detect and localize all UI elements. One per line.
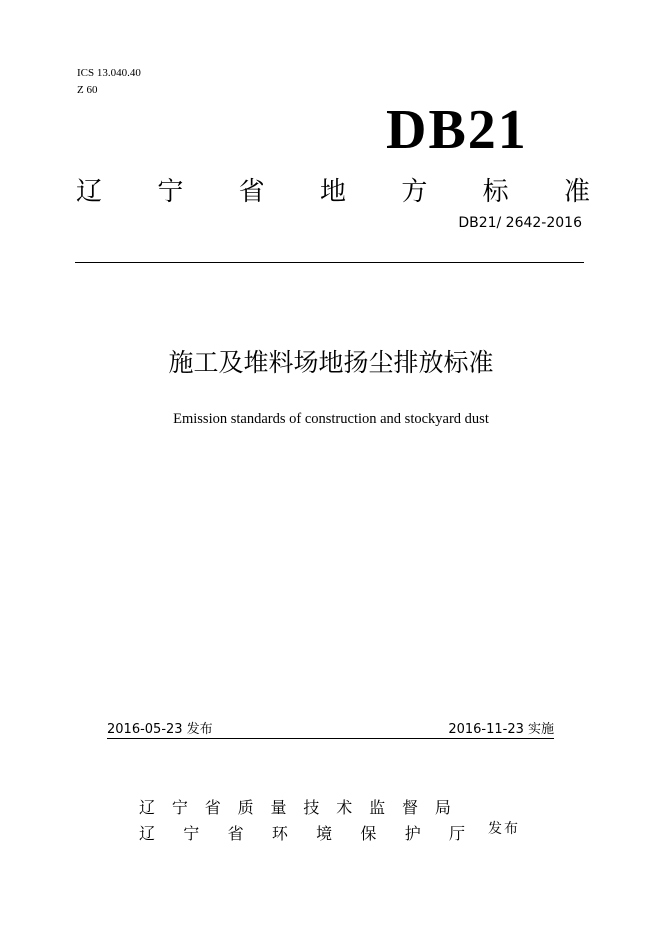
issuer-char: 督 [402, 798, 419, 817]
issuer-char: 保 [360, 824, 377, 843]
issuer-char: 护 [404, 824, 421, 843]
issuer-char: 辽 [139, 824, 156, 843]
standard-type-char: 准 [563, 177, 590, 207]
standard-type-char: 宁 [157, 177, 184, 207]
issuer-char: 量 [270, 798, 287, 817]
issuer-char: 环 [271, 824, 288, 843]
standard-type-char: 方 [401, 177, 428, 207]
header-divider [75, 262, 584, 263]
standard-type-char: 标 [482, 177, 509, 207]
standard-type-char: 地 [319, 177, 346, 207]
issuer-char: 质 [237, 798, 254, 817]
ics-code: ICS 13.040.40 [77, 67, 141, 79]
issuer-char: 宁 [171, 798, 188, 817]
issuer-char: 辽 [139, 798, 156, 817]
issuer-char: 监 [369, 798, 386, 817]
issuer-char: 省 [204, 798, 221, 817]
standard-type-char: 辽 [76, 177, 103, 207]
issuer-char: 厅 [448, 824, 465, 843]
date-row [107, 722, 554, 739]
publish-label: 发布 [488, 821, 520, 837]
standard-type-title [76, 174, 590, 210]
issuer-char: 省 [227, 824, 244, 843]
document-title-zh: 施工及堆料场地扬尘排放标准 [168, 348, 494, 377]
issuer-char: 局 [434, 798, 451, 817]
issuer-char: 术 [336, 798, 353, 817]
issuer-char: 技 [303, 798, 320, 817]
standard-code-logo: DB21 [386, 99, 528, 161]
issuer-line-2 [139, 824, 465, 844]
effective-date: 2016-11-23 实施 [448, 722, 554, 737]
issuer-line-1 [139, 798, 451, 818]
standard-number: DB21/ 2642-2016 [458, 215, 582, 231]
document-title-en: Emission standards of construction and stockyard dust [173, 411, 489, 427]
issuer-char: 境 [316, 824, 333, 843]
standard-type-char: 省 [238, 177, 265, 207]
issue-date: 2016-05-23 发布 [107, 722, 213, 737]
issuer-char: 宁 [183, 824, 200, 843]
ccs-code: Z 60 [77, 84, 98, 96]
